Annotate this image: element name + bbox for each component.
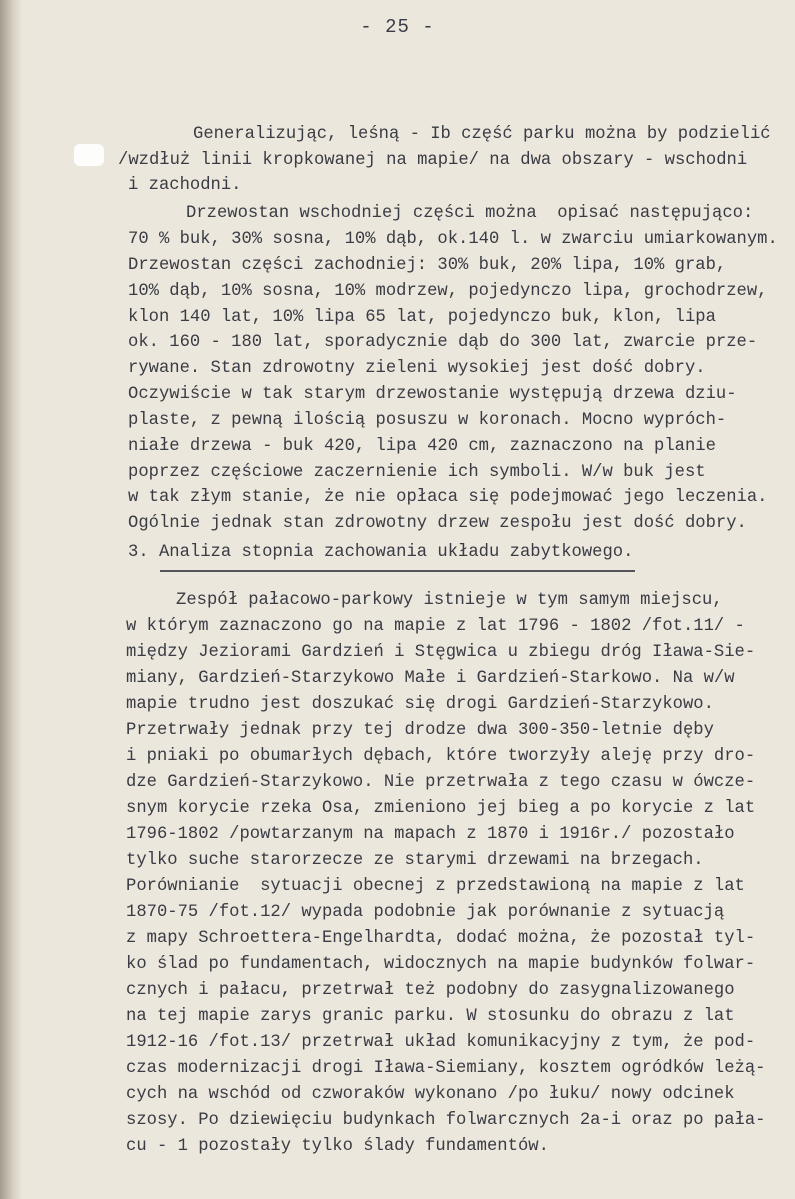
text-line: Drzewostan wschodniej części można opisać następująco: [186, 204, 754, 223]
text-line: plaste, z pewną ilością posuszu w koronach. Mocno wypróch- [128, 411, 727, 430]
text-line: 1796-1802 /powtarzanym na mapach z 1870 i 1916r./ pozostało [126, 825, 735, 844]
section-heading: 3. Analiza stopnia zachowania układu zabytkowego. [128, 543, 634, 562]
text-line: niałe drzewa - buk 420, lipa 420 cm, zaznaczono na planie [128, 437, 716, 456]
text-line: Ogólnie jednak stan zdrowotny drzew zespołu jest dość dobry. [128, 514, 747, 533]
text-line: szosy. Po dziewięciu budynkach folwarcznych 2a-i oraz po pała- [126, 1111, 766, 1130]
text-line: 10% dąb, 10% sosna, 10% modrzew, pojedynczo lipa, grochodrzew, [128, 282, 768, 301]
text-line: Generalizując, leśną - Ib część parku można by podzielić [193, 125, 771, 144]
text-line: w tak złym stanie, że nie opłaca się podejmować jego leczenia. [128, 488, 768, 507]
text-line: 70 % buk, 30% sosna, 10% dąb, ok.140 l. w zwarciu umiarkowanym. [128, 230, 778, 249]
text-line: cznych i pałacu, przetrwał też podobny do zasygnalizowanego [126, 981, 735, 1000]
text-line: 1870-75 /fot.12/ wypada podobnie jak porównanie z sytuacją [126, 903, 725, 922]
text-line: mapie trudno jest doszukać się drogi Gardzień-Starzykowo. [126, 695, 714, 714]
text-line: i zachodni. [128, 176, 242, 195]
text-line: Drzewostan części zachodniej: 30% buk, 20% lipa, 10% grab, [128, 256, 727, 275]
text-line: dze Gardzień-Starzykowo. Nie przetrwała z tego czasu w ówcze- [126, 773, 756, 792]
text-line: cu - 1 pozostały tylko ślady fundamentów. [126, 1137, 549, 1156]
text-line: ok. 160 - 180 lat, sporadycznie dąb do 300 lat, zwarcie prze- [128, 333, 758, 352]
text-line: Oczywiście w tak starym drzewostanie występują drzewa dziu- [128, 385, 737, 404]
text-line: snym korycie rzeka Osa, zmieniono jej bieg a po korycie z lat [126, 799, 756, 818]
text-line: tylko suche starorzecze ze starymi drzewami na brzegach. [126, 851, 704, 870]
binding-shadow [0, 0, 22, 1199]
text-line: z mapy Schroettera-Engelhardta, dodać można, że pozostał tyl- [126, 929, 756, 948]
text-line: na tej mapie zarys granic parku. W stosunku do obrazu z lat [126, 1007, 735, 1026]
text-line: ko ślad po fundamentach, widocznych na mapie budynków folwar- [126, 955, 756, 974]
paper-mark [74, 144, 104, 166]
text-line: w którym zaznaczono go na mapie z lat 1796 - 1802 /fot.11/ - [126, 617, 745, 636]
text-line: Porównianie sytuacji obecnej z przedstawioną na mapie z lat [126, 877, 745, 896]
text-line: klon 140 lat, 10% lipa 65 lat, pojedynczo buk, klon, lipa [128, 308, 716, 327]
text-line: 1912-16 /fot.13/ przetrwał układ komunikacyjny z tym, że pod- [126, 1033, 756, 1052]
text-line: między Jeziorami Gardzień i Stęgwica u zbiegu dróg Iława-Sie- [126, 643, 756, 662]
heading-underline [160, 570, 635, 572]
text-line: poprzez częściowe zaczernienie ich symboli. W/w buk jest [128, 463, 706, 482]
text-line: /wzdłuż linii kropkowanej na mapie/ na dwa obszary - wschodni [118, 151, 748, 170]
text-line: cych na wschód od czworaków wykonano /po łuku/ nowy odcinek [126, 1085, 735, 1104]
text-line: czas modernizacji drogi Iława-Siemiany, kosztem ogródków leżą- [126, 1059, 766, 1078]
text-line: Przetrwały jednak przy tej drodze dwa 300-350-letnie dęby [126, 721, 714, 740]
text-line: Zespół pałacowo-parkowy istnieje w tym samym miejscu, [176, 591, 723, 610]
page-number: - 25 - [360, 16, 435, 38]
text-line: rywane. Stan zdrowotny zieleni wysokiej jest dość dobry. [128, 359, 706, 378]
text-line: i pniaki po obumarłych dębach, które tworzyły aleję przy dro- [126, 747, 756, 766]
text-line: miany, Gardzień-Starzykowo Małe i Gardzień-Starkowo. Na w/w [126, 669, 735, 688]
